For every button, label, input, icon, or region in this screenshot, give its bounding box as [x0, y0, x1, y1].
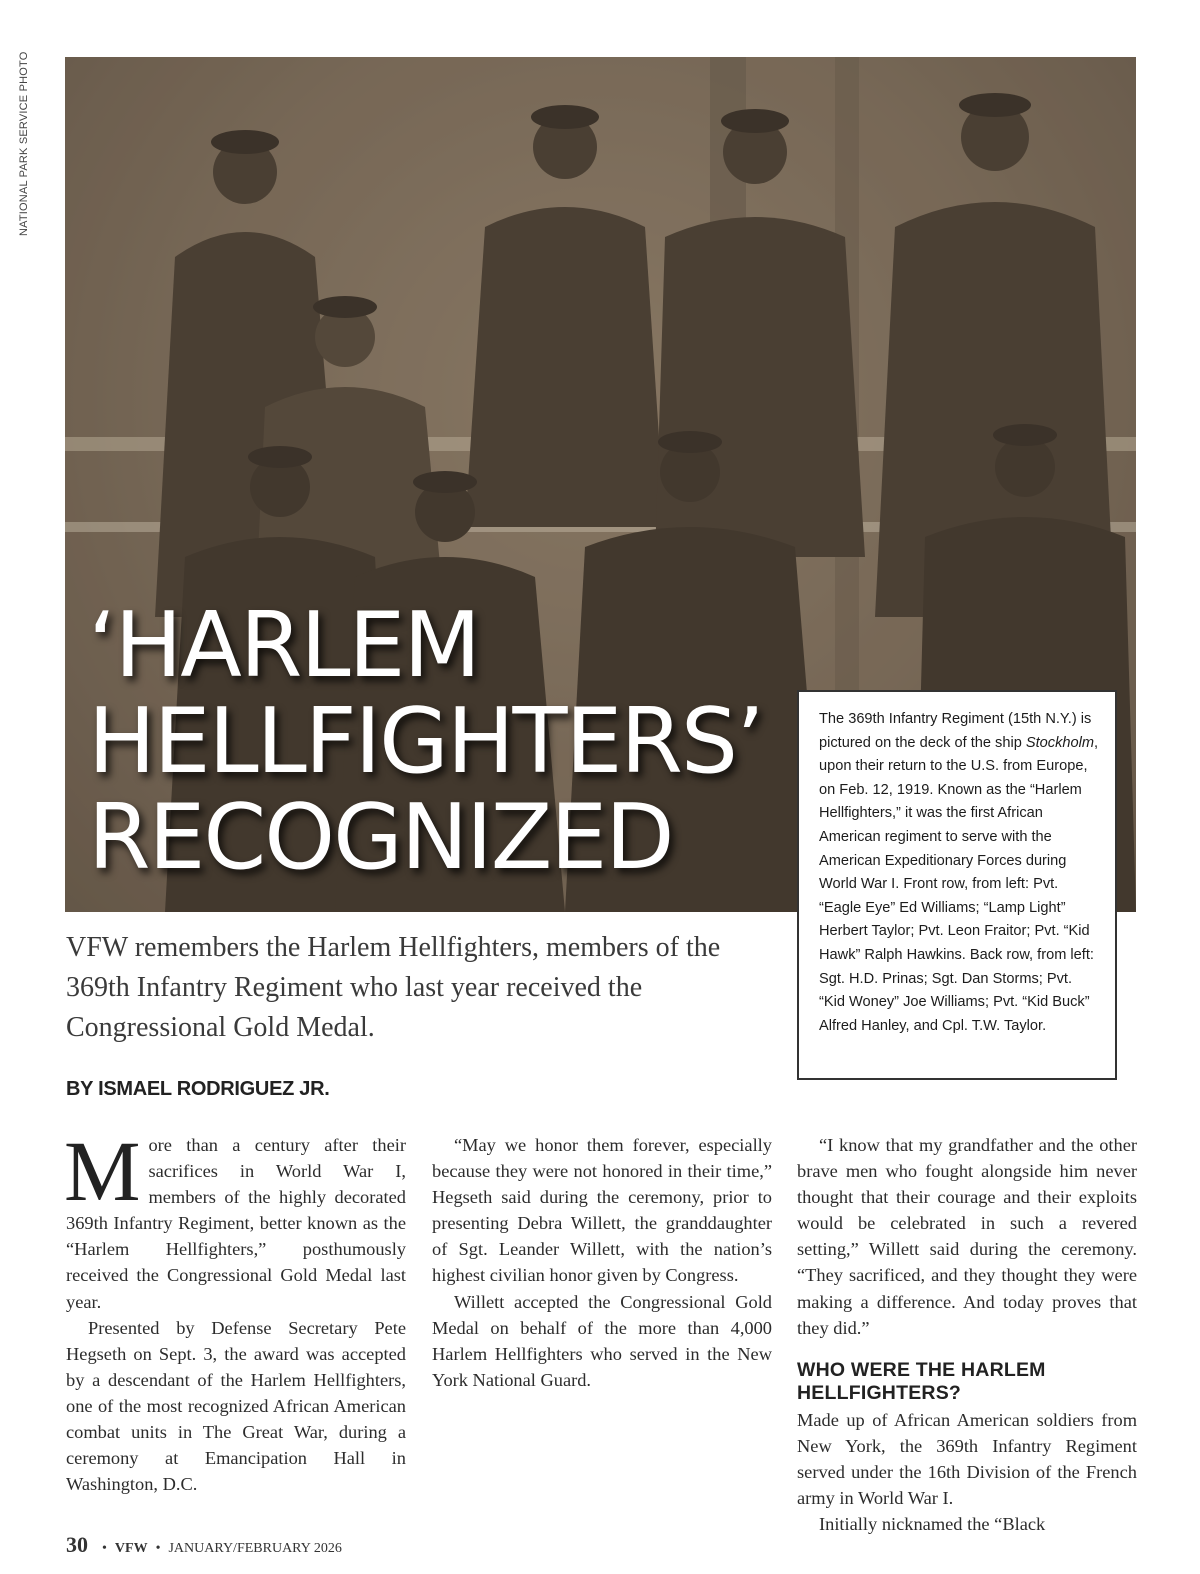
- paragraph: Presented by Defense Secretary Pete Hegseth on Sept. 3, the award was accepted by a descendant of the Harlem Hellfighters, one of the most recognized African American combat units in The Great War, during a ceremony at Emancipation Hall in Washington, D.C.: [66, 1317, 406, 1495]
- ship-name: Stockholm: [1025, 734, 1095, 751]
- paragraph: “I know that my grandfather and the other brave men who fought alongside him never thought that their courage and their exploits would be celebrated in such a revered setting,” Willett said during the ceremony. “They sacrificed, and they thought they were making a difference. And today proves that they did.”: [797, 1135, 1137, 1338]
- article-headline: [88, 593, 808, 890]
- magazine-name: VFW: [114, 1541, 148, 1556]
- issue-date: JANUARY/FEBRUARY 2026: [168, 1541, 342, 1556]
- headline-line: RECOGNIZED: [88, 785, 673, 890]
- paragraph: Willett accepted the Congressional Gold Medal on behalf of the more than 4,000 Harlem Hellfighters who served in the New York National Guard.: [432, 1291, 772, 1390]
- page-footer: 30 • VFW • JANUARY/FEBRUARY 2026: [66, 1532, 342, 1557]
- paragraph: More than a century after their sacrifices in World War I, members of the highly decorated 369th Infantry Regiment, better known as the “Harlem Hellfighters,” posthumously received the Congressional Gold Medal last year.: [64, 1123, 406, 1312]
- page-number: 30: [66, 1532, 88, 1557]
- headline-line: ‘HARLEM: [88, 593, 480, 698]
- article-deck: VFW remembers the Harlem Hellfighters, members of the 369th Infantry Regiment who last year received the Congressional Gold Medal.: [66, 932, 721, 1043]
- paragraph: Initially nicknamed the “Black: [819, 1514, 1046, 1535]
- photo-credit: NATIONAL PARK SERVICE PHOTO: [18, 51, 30, 236]
- column-1: [64, 1123, 406, 1497]
- drop-cap: M: [64, 1123, 141, 1219]
- paragraph: Made up of African American soldiers from New York, the 369th Infantry Regiment served under the 16th Division of the French army in World War I.: [797, 1409, 1137, 1509]
- byline: BY ISMAEL RODRIGUEZ JR.: [66, 1078, 330, 1100]
- headline-line: HELLFIGHTERS’: [88, 689, 763, 794]
- column-2: [432, 1132, 772, 1393]
- section-subhead: WHO WERE THE HARLEM HELLFIGHTERS?: [797, 1358, 1046, 1404]
- photo-caption: The 369th Infantry Regiment (15th N.Y.) is pictured on the deck of the ship Stockholm, upon their return to the U.S. from Europe, on Feb. 12, 1919. Known as the “Harlem Hellfighters,” it was the first African American regiment to serve with the American Expeditionary Forces during World War I. Front row, from left: Pvt. “Eagle Eye” Ed Williams; “Lamp Light” Herbert Taylor; Pvt. Leon Fraitor; Pvt. “Kid Hawk” Ralph Hawkins. Back row, from left: Sgt. H.D. Prinas; Sgt. Dan Storms; Pvt. “Kid Woney” Joe Williams; Pvt. “Kid Buck” Alfred Hanley, and Cpl. T.W. Taylor.: [797, 690, 1117, 1080]
- paragraph: “May we honor them forever, especially because they were not honored in their time,” Hegseth said during the ceremony, prior to presenting Debra Willett, the granddaughter of Sgt. Leander Willett, with the nation’s highest civilian honor given by Congress.: [432, 1135, 772, 1286]
- column-3: [797, 1132, 1137, 1537]
